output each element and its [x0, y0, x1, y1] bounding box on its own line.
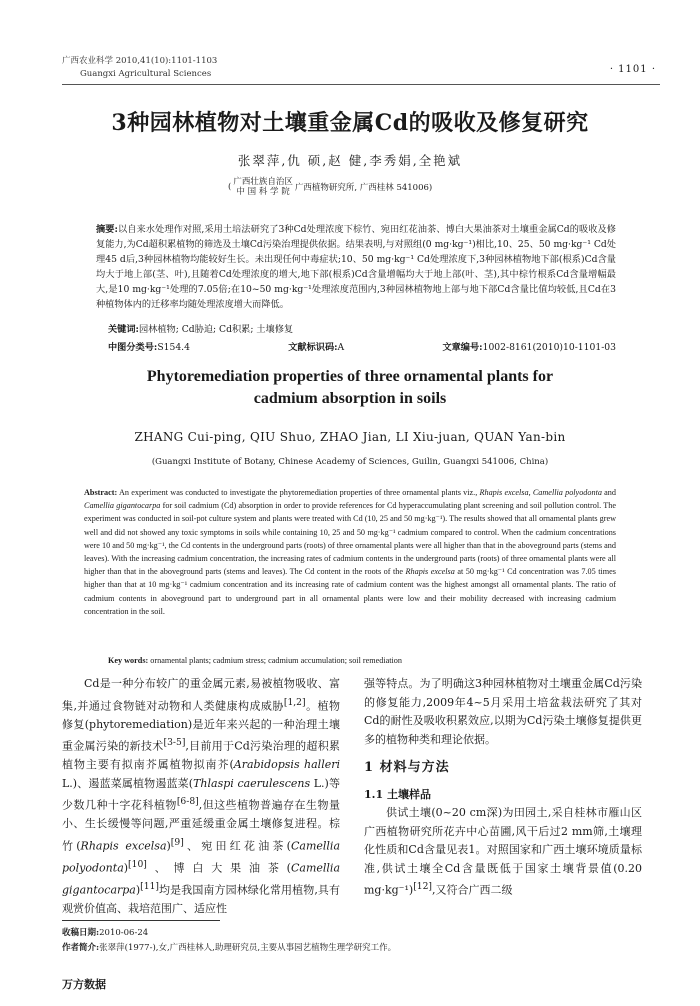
citation: [3-5]	[163, 737, 186, 749]
soil-sample-paragraph: 供试土壤(0~20 cm深)为田园土,采自桂林市雁山区广西植物研究所花卉中心苗圃,风干后过2 mm筛,土壤理化性质和Cd含量见表1。对照国家和广西土壤环境质量标准,供试土壤全Cd含量既低于国家土壤背景值(0.20 mg·kg⁻¹)[12],又符合广西二级	[364, 806, 642, 897]
clc-number: 中图分类号:S154.4	[108, 342, 190, 353]
affil-open-paren: (	[228, 182, 232, 192]
intro-paragraph-cont: 强等特点。为了明确这3种园林植物对土壤重金属Cd污染的修复能力,2009年4~5月采用土培盆栽法研究了其对Cd的耐性及吸收积累效应,以期为Cd污染土壤修复提供更多的植物种类和理论依据。	[364, 677, 642, 746]
keywords-en-text: ornamental plants; cadmium stress; cadmium accumulation; soil remediation	[148, 656, 402, 665]
classification-line	[108, 339, 616, 353]
species-name: Camellia polyodonta	[532, 488, 602, 497]
citation: [1,2]	[283, 696, 306, 708]
species-name: Rhapis excelsa	[479, 488, 529, 497]
journal-header	[62, 55, 217, 81]
abstract-en-label: Abstract:	[84, 488, 118, 497]
affiliation-cn	[228, 177, 432, 197]
doc-code: 文献标识码:A	[288, 342, 345, 353]
authors-en: ZHANG Cui-ping, QIU Shuo, ZHAO Jian, LI Xiu-juan, QUAN Yan-bin	[134, 430, 566, 444]
species-name: Camellia gigantocarpa	[84, 501, 161, 511]
citation: [12]	[413, 881, 432, 892]
keywords-en	[108, 656, 402, 665]
abstract-cn	[96, 222, 616, 312]
citation: [9]	[170, 836, 184, 848]
journal-name-cn: 广西农业科学 2010,41(10):1101-1103	[62, 56, 218, 66]
affil-line1: 广西壮族自治区	[233, 177, 293, 187]
citation: [6-8]	[176, 796, 199, 808]
body-column-right	[364, 675, 642, 900]
subsection-heading: 1.1 土壤样品	[364, 787, 431, 801]
header-rule	[62, 84, 660, 85]
author-bio: 作者简介:张翠萍(1977-),女,广西桂林人,助理研究员,主要从事园艺植物生理学研究工作。	[62, 943, 397, 953]
article-number: 文章编号:1002-8161(2010)10-1101-03	[442, 342, 616, 353]
affil-rest: 广西植物研究所, 广西桂林 541006)	[294, 183, 433, 193]
title-en-line1: Phytoremediation properties of three ornamental plants for	[146, 368, 554, 385]
section-heading: 1 材料与方法	[364, 760, 450, 775]
abstract-cn-text: 以自来水处理作对照,采用土培法研究了3种Cd处理浓度下棕竹、宛田红花油茶、博白大果油茶对土壤重金属Cd的吸收及修复能力,为Cd超积累植物的筛选及土壤Cd污染治理提供依据。结果表明,与对照组(0 mg·kg⁻¹)相比,10、25、50 mg·kg⁻¹ Cd处理45 d后,3种园林植物均能较好生长。未出现任何中毒症状;10、50 mg·kg⁻¹ Cd处理浓度下,3种园林植物地下部(根系)Cd含量均大于地上部(茎、叶),且随着Cd处理浓度的增大,地下部(根系)Cd含量增幅均大于地上部(叶、茎),其中棕竹根系Cd含量增幅最大,是10 mg·kg⁻¹处理的7.05倍;在10~50 mg·kg⁻¹处理浓度范围内,3种园林植物地上部与地下部Cd含量比值均较低,且Cd在3种植物体内的迁移率均随处理浓度增大而降低。	[96, 224, 616, 310]
title-cn: 3种园林植物对土壤重金属Cd的吸收及修复研究	[111, 110, 589, 136]
footnote-rule	[62, 920, 220, 921]
keywords-cn	[108, 321, 293, 335]
title-en-line2: cadmium absorption in soils	[253, 390, 447, 407]
keywords-cn-text: 园林植物; Cd胁迫; Cd积累; 土壤修复	[138, 324, 294, 335]
footnotes	[62, 926, 396, 956]
abstract-en: Abstract: An experiment was conducted to investigate the phytoremediation properties of three ornamental plants viz., Rhapis excelsa, Camellia polyodonta and Camellia gigantocarpa for soil cadmium (Cd) absorption in order to provide references for Cd hyperaccumulating plant screening and soil pollution control. The experiment was conducted in soil-pot culture system and plants were treated with Cd (10, 25 and 50 mg·kg⁻¹). The results showed that all ornamental plants grew well and did not showed any toxic symptoms in soils while containing 10, 25 and 50 mg·kg⁻¹ cadmium compared to control. When the cadmium concentrations were 10 and 50 mg·kg⁻¹, the Cd contents in the underground parts (roots) of three ornamental plants were all higher than that in the aboveground parts (stems and leaves). With the increasing cadmium concentration, the increasing rates of cadmium contents in the underground parts (roots) of three ornamental plants were all higher than that in the aboveground parts (stems and leaves). The Cd content in the roots of the Rhapis excelsa at 50 mg·kg⁻¹ Cd concentration was 7.05 times higher than that at 10 mg·kg⁻¹ cadmium concentration and its increasing rate of cadmium content was the highest amongst all ornamental plants. The ratio of cadmium contents in aboveground part to underground part in all ornamental plants were low and their mobility decreased with increasing cadmium concentration in the soil.	[84, 488, 616, 616]
abstract-cn-label: 摘要:	[96, 224, 118, 235]
journal-name-en: Guangxi Agricultural Sciences	[80, 69, 212, 79]
affiliation-en: (Guangxi Institute of Botany, Chinese Academy of Sciences, Guilin, Guangxi 541006, China)	[151, 457, 549, 467]
title-en	[0, 366, 700, 410]
keywords-cn-label: 关键词:	[108, 324, 139, 335]
authors-cn: 张翠萍,仇 硕,赵 健,李秀娟,全艳斌	[237, 153, 463, 168]
keywords-en-label: Key words:	[108, 656, 149, 665]
watermark-text: 万方数据	[62, 978, 106, 991]
citation: [10]	[128, 859, 147, 871]
watermark	[62, 976, 106, 992]
affil-line2: 中 国 科 学 院	[236, 187, 290, 197]
body-column-left	[62, 675, 340, 919]
received-date: 收稿日期:2010-06-24	[62, 928, 149, 938]
affil-institution-stack	[233, 177, 293, 197]
page-number: · 1101 ·	[609, 64, 656, 75]
species-name: Rhapis excelsa	[405, 567, 455, 577]
intro-paragraph: Cd是一种分布较广的重金属元素,易被植物吸收、富集,并通过食物链对动物和人类健康构成威胁[1,2]。植物修复(phytoremediation)是近年来兴起的一种治理土壤重金属污染的新技术[3-5],目前用于Cd污染治理的超积累植物主要有拟南芥属植物拟南芥(Arabidopsis halleri L.)、遏蓝菜属植物遏蓝菜(Thlaspi caerulescens L.)等少数几种十字花科植物[6-8],但这些植物普遍存在生物量小、生长缓慢等问题,严重延缓重金属土壤修复进程。棕竹(Rhapis excelsa)[9]、宛田红花油茶(Camellia polyodonta)[10]、博白大果油茶(Camellia gigantocarpa)[11]均是我国南方园林绿化常用植物,具有观赏价值高、栽培范围广、适应性	[62, 677, 341, 916]
citation: [11]	[140, 881, 159, 893]
